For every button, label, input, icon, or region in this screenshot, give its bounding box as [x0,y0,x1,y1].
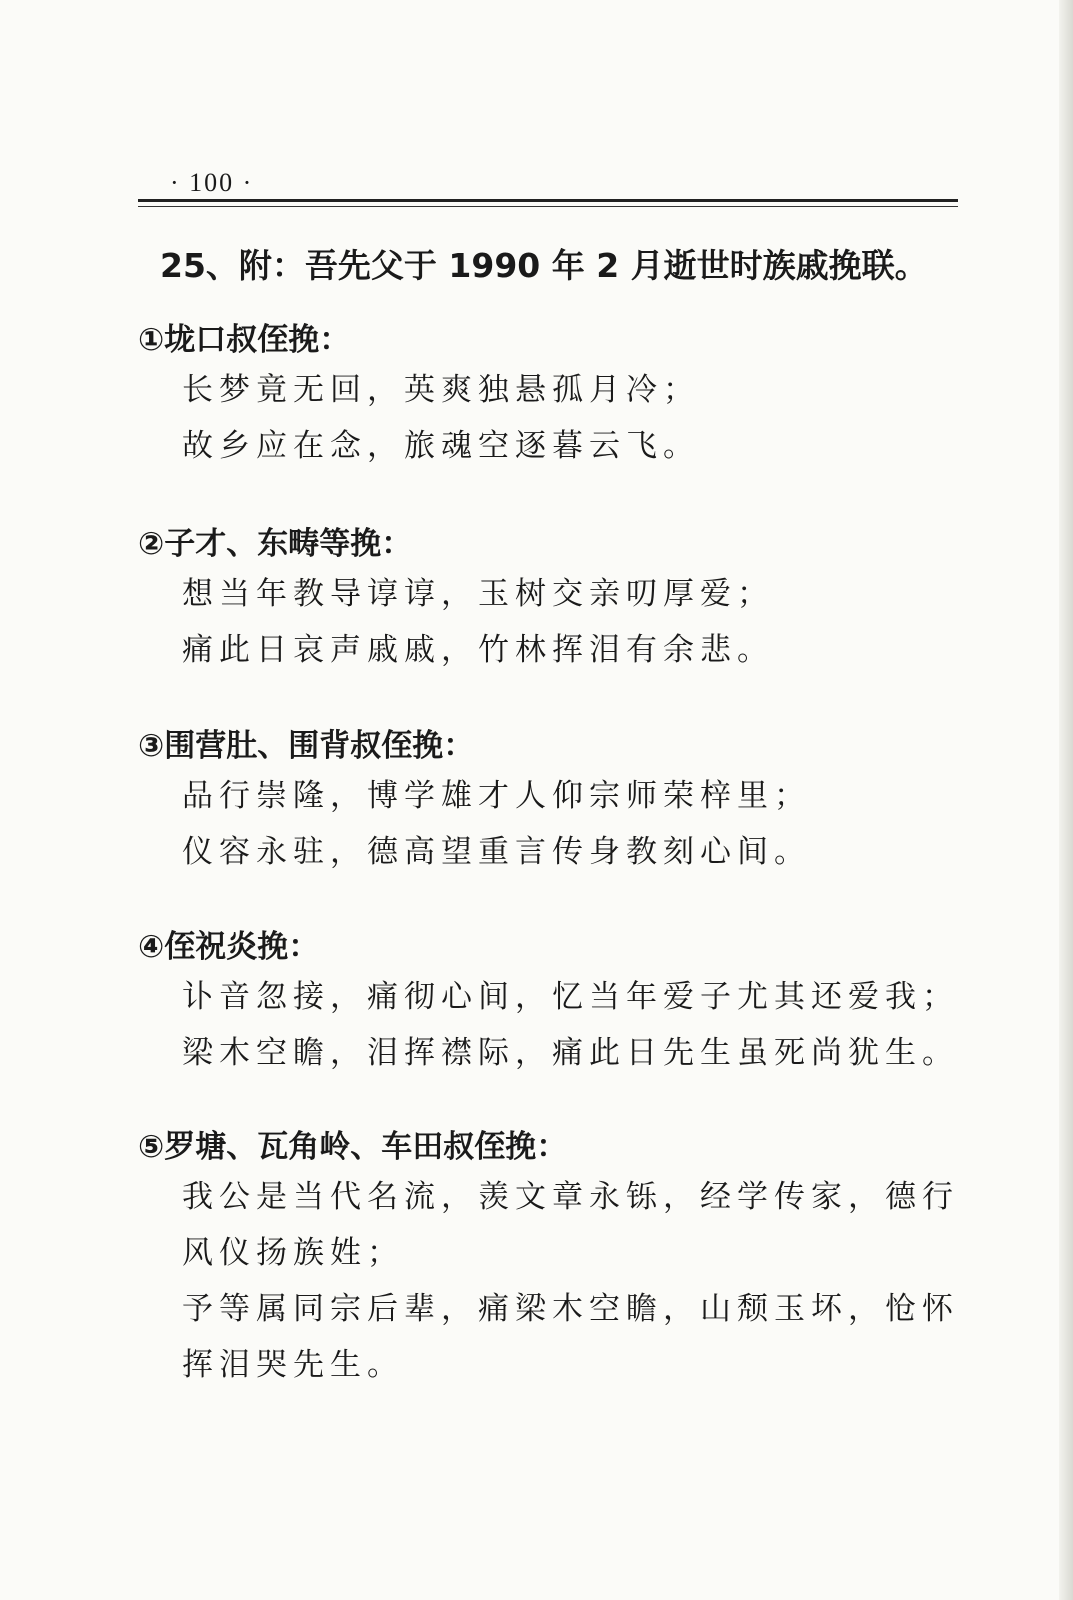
couplet-line-lower: 痛此日哀声戚戚，竹林挥泪有余悲。 [182,632,774,668]
section-heading: 25、附：吾先父于 1990 年 2 月逝世时族戚挽联。 [160,246,928,285]
couplet-line-upper: 长梦竟无回，英爽独悬孤月冷； [182,372,700,408]
page-number: · 100 · [170,168,254,197]
couplet-section-5 [138,1125,962,1393]
couplet-title: ①垅口叔侄挽： [138,322,351,358]
couplet-line-upper: 想当年教导谆谆，玉树交亲叨厚爱； [182,576,774,612]
header-rule-thin [138,206,958,207]
couplet-section-3 [138,724,811,880]
couplet-line-lower: 故乡应在念，旅魂空逐暮云飞。 [182,428,700,464]
couplet-title: ③围营肚、围背叔侄挽： [138,728,475,764]
couplet-title: ⑤罗塘、瓦角岭、车田叔侄挽： [138,1129,568,1165]
couplet-line-upper: 品行崇隆，博学雄才人仰宗师荣梓里； [182,778,811,814]
couplet-line-lower: 予等属同宗后辈，痛梁木空瞻，山颓玉坏，怆怀挥泪哭先生。 [182,1291,959,1383]
couplet-line-upper: 讣音忽接，痛彻心间，忆当年爱子尤其还爱我； [182,979,959,1015]
page-edge-shadow [1059,0,1073,1600]
couplet-section-4 [138,925,959,1081]
couplet-line-lower: 梁木空瞻，泪挥襟际，痛此日先生虽死尚犹生。 [182,1035,959,1071]
couplet-line-upper: 我公是当代名流，羡文章永铄，经学传家，德行风仪扬族姓； [182,1179,959,1271]
couplet-section-1 [138,318,700,474]
header-rule-thick [138,199,958,202]
couplet-title: ④侄祝炎挽： [138,929,320,965]
couplet-section-2 [138,522,774,678]
couplet-line-lower: 仪容永驻，德高望重言传身教刻心间。 [182,834,811,870]
couplet-title: ②子才、东畴等挽： [138,526,413,562]
